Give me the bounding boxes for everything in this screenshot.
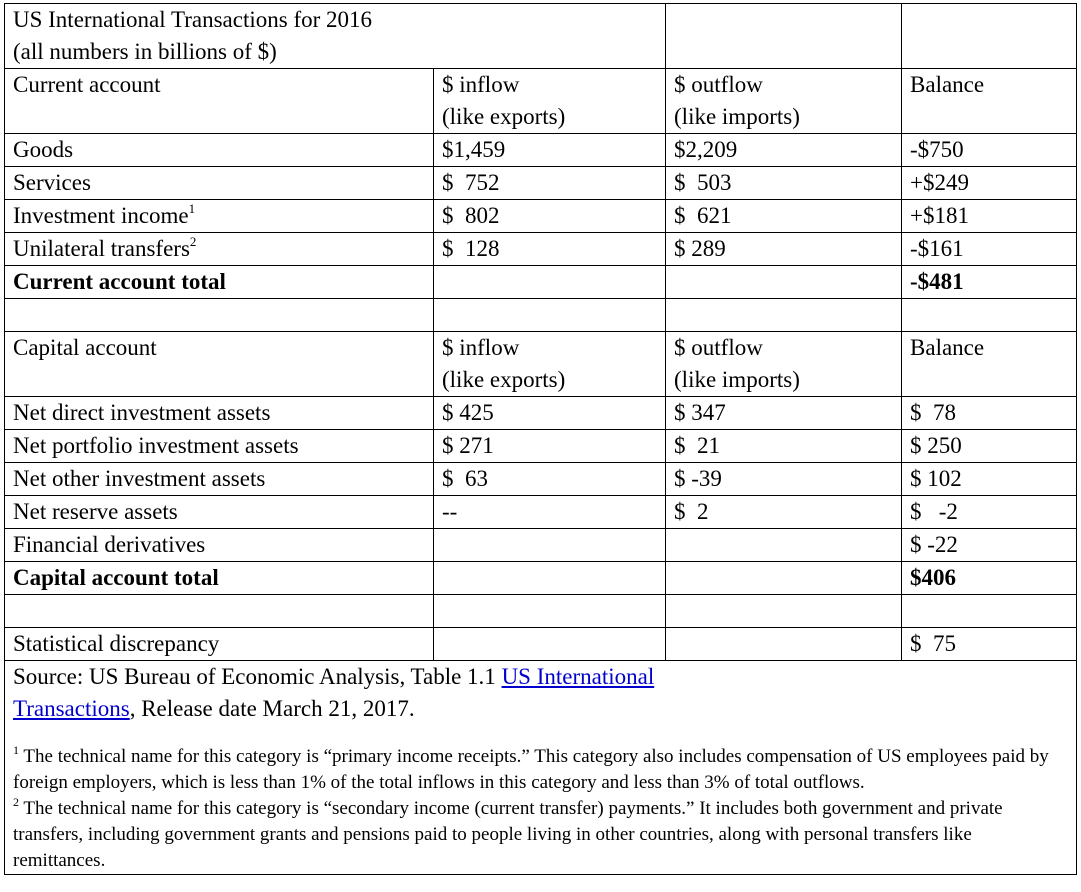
title-line-1: US International Transactions for 2016 bbox=[13, 7, 373, 32]
balance-value: +$181 bbox=[902, 200, 1077, 233]
statistical-discrepancy-label: Statistical discrepancy bbox=[5, 628, 434, 661]
outflow-value: $ -39 bbox=[666, 463, 902, 496]
inflow-header: $ inflow (like exports) bbox=[434, 332, 666, 397]
footnote-mark: 2 bbox=[189, 234, 197, 249]
empty-cell bbox=[902, 4, 1077, 69]
balance-header: Balance bbox=[902, 69, 1077, 134]
inflow-value: $ 752 bbox=[434, 167, 666, 200]
balance-value: $ -2 bbox=[902, 496, 1077, 529]
balance-value: $ 250 bbox=[902, 430, 1077, 463]
title-line-2: (all numbers in billions of $) bbox=[13, 39, 277, 64]
footnote: $^2$ The technical name for this category is “secondary income (current transfer) payments.” It includes both government and private transfers, including government grants and pensions paid to people living in other countries, along with personal transfers like remittances. bbox=[13, 795, 1003, 871]
footnotes bbox=[13, 744, 1064, 874]
capital-account-total-value: $406 bbox=[902, 562, 1077, 595]
outflow-value: $ 289 bbox=[666, 233, 902, 266]
table-row bbox=[5, 233, 1077, 266]
outflow-value: $ 503 bbox=[666, 167, 902, 200]
balance-value: +$249 bbox=[902, 167, 1077, 200]
source-text: Source: US Bureau of Economic Analysis, Table 1.1 US International Transactions, Release date March 21, 2017. bbox=[13, 664, 655, 721]
inflow-header: $ inflow (like exports) bbox=[434, 69, 666, 134]
capital-account-header bbox=[5, 332, 1077, 397]
capital-account-total-row bbox=[5, 562, 1077, 595]
balance-value: -$750 bbox=[902, 134, 1077, 167]
source-link[interactable]: US International Transactions bbox=[13, 664, 655, 721]
inflow-value: -- bbox=[434, 496, 666, 529]
table-row bbox=[5, 397, 1077, 430]
table-row bbox=[5, 200, 1077, 233]
footnote: $^1$ The technical name for this category is “primary income receipts.” This category also includes compensation of US employees paid by foreign employers, which is less than 1% of the total inflows in this category and less than 3% of total outflows. bbox=[13, 743, 1049, 793]
empty-cell bbox=[666, 266, 902, 299]
outflow-value: $ 621 bbox=[666, 200, 902, 233]
row-label: Net other investment assets bbox=[5, 463, 434, 496]
outflow-value: $2,209 bbox=[666, 134, 902, 167]
row-label: Net reserve assets bbox=[5, 496, 434, 529]
outflow-value: $ 347 bbox=[666, 397, 902, 430]
row-label: Net portfolio investment assets bbox=[5, 430, 434, 463]
empty-cell bbox=[434, 562, 666, 595]
outflow-header: $ outflow (like imports) bbox=[666, 69, 902, 134]
empty-cell bbox=[666, 562, 902, 595]
empty-cell bbox=[434, 299, 666, 332]
table-row bbox=[5, 430, 1077, 463]
table-row bbox=[5, 167, 1077, 200]
row-label: Goods bbox=[5, 134, 434, 167]
capital-account-label: Capital account bbox=[5, 332, 434, 397]
table-row bbox=[5, 463, 1077, 496]
inflow-value: $ 271 bbox=[434, 430, 666, 463]
balance-header: Balance bbox=[902, 332, 1077, 397]
empty-cell bbox=[434, 266, 666, 299]
table-row bbox=[5, 496, 1077, 529]
balance-value: -$161 bbox=[902, 233, 1077, 266]
balance-value: $ 78 bbox=[902, 397, 1077, 430]
inflow-value bbox=[434, 529, 666, 562]
inflow-value: $ 128 bbox=[434, 233, 666, 266]
table-row bbox=[5, 134, 1077, 167]
footnote-mark: 2 bbox=[13, 795, 19, 809]
outflow-value: $ 2 bbox=[666, 496, 902, 529]
current-account-total-row bbox=[5, 266, 1077, 299]
empty-cell bbox=[666, 299, 902, 332]
current-account-label: Current account bbox=[5, 69, 434, 134]
empty-cell bbox=[902, 299, 1077, 332]
statistical-discrepancy-row bbox=[5, 628, 1077, 661]
statistical-discrepancy-value: $ 75 bbox=[902, 628, 1077, 661]
outflow-value: $ 21 bbox=[666, 430, 902, 463]
current-account-total-label: Current account total bbox=[5, 266, 434, 299]
row-label: Net direct investment assets bbox=[5, 397, 434, 430]
balance-value: $ 102 bbox=[902, 463, 1077, 496]
inflow-value: $ 63 bbox=[434, 463, 666, 496]
spacer-row bbox=[5, 595, 1077, 628]
table-title bbox=[5, 4, 666, 69]
spacer-row bbox=[5, 299, 1077, 332]
empty-cell bbox=[5, 299, 434, 332]
empty-cell bbox=[666, 4, 902, 69]
source-row bbox=[5, 661, 1077, 875]
inflow-value: $1,459 bbox=[434, 134, 666, 167]
transactions-table bbox=[4, 3, 1077, 875]
current-account-total-value: -$481 bbox=[902, 266, 1077, 299]
row-label: Services bbox=[5, 167, 434, 200]
title-row bbox=[5, 4, 1077, 69]
table-row bbox=[5, 529, 1077, 562]
empty-cell bbox=[902, 595, 1077, 628]
empty-cell bbox=[434, 595, 666, 628]
empty-cell bbox=[666, 595, 902, 628]
empty-cell bbox=[666, 628, 902, 661]
balance-value: $ -22 bbox=[902, 529, 1077, 562]
capital-account-total-label: Capital account total bbox=[5, 562, 434, 595]
row-label: Investment income$^1$ bbox=[5, 200, 434, 233]
current-account-header bbox=[5, 69, 1077, 134]
row-label: Financial derivatives bbox=[5, 529, 434, 562]
document bbox=[4, 3, 1076, 875]
inflow-value: $ 425 bbox=[434, 397, 666, 430]
footnote-mark: 1 bbox=[13, 743, 19, 757]
outflow-value bbox=[666, 529, 902, 562]
row-label: Unilateral transfers$^2$ bbox=[5, 233, 434, 266]
footnote-mark: 1 bbox=[188, 201, 196, 216]
empty-cell bbox=[5, 595, 434, 628]
inflow-value: $ 802 bbox=[434, 200, 666, 233]
source-cell bbox=[5, 661, 1077, 875]
empty-cell bbox=[434, 628, 666, 661]
outflow-header: $ outflow (like imports) bbox=[666, 332, 902, 397]
